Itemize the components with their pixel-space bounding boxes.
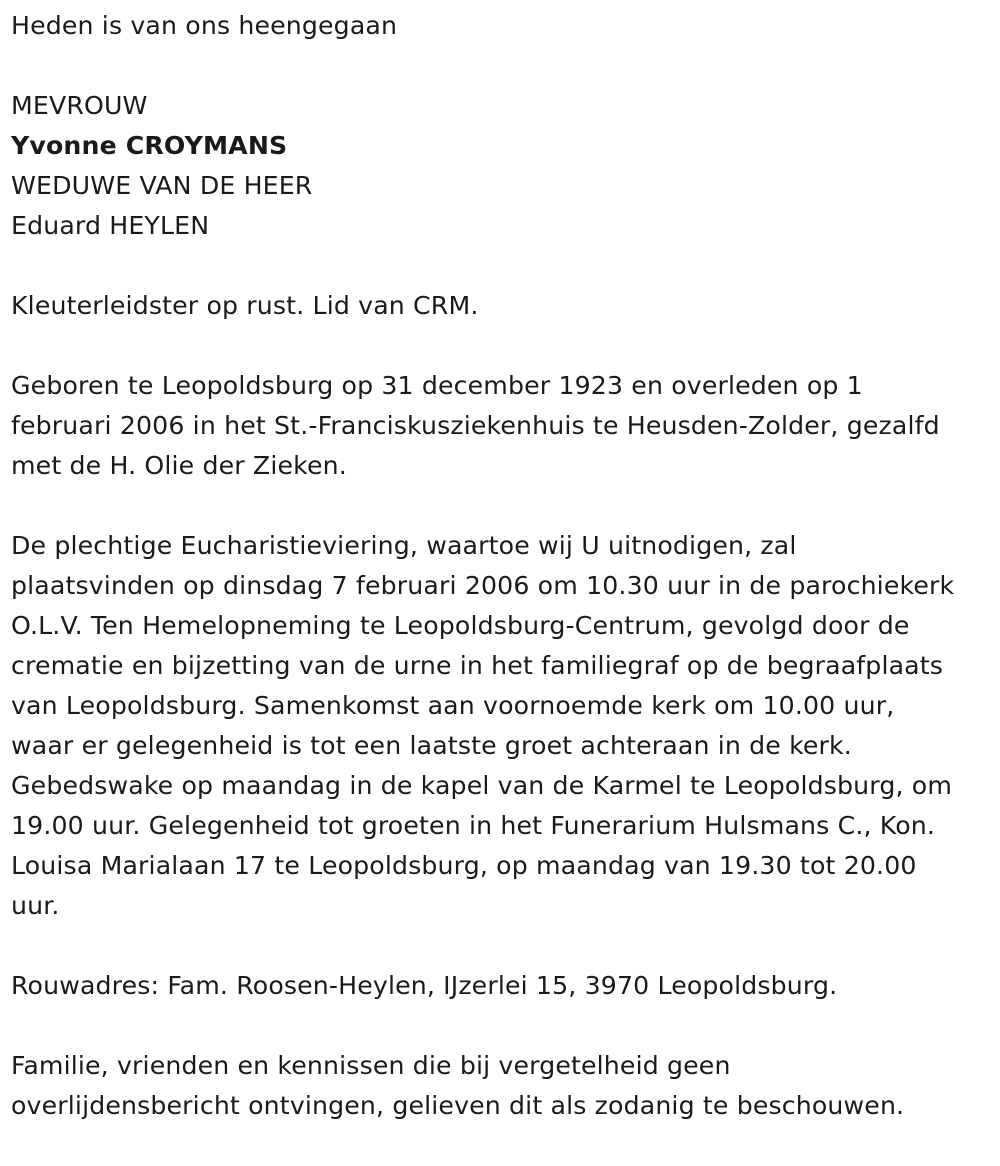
obituary-notice bbox=[11, 6, 996, 1126]
name-block bbox=[11, 86, 996, 246]
ceremony-line: van Leopoldsburg. Samenkomst aan voornoemde kerk om 10.00 uur, bbox=[11, 691, 895, 720]
closing-paragraph bbox=[11, 1046, 996, 1126]
ceremony-line: plaatsvinden op dinsdag 7 februari 2006 om 10.30 uur in de parochiekerk bbox=[11, 571, 955, 600]
mourning-address: Rouwadres: Fam. Roosen-Heylen, IJzerlei 15, 3970 Leopoldsburg. bbox=[11, 971, 838, 1000]
ceremony-line: crematie en bijzetting van de urne in het familiegraf op de begraafplaats bbox=[11, 651, 944, 680]
occupation-paragraph bbox=[11, 286, 996, 326]
ceremony-line: De plechtige Eucharistieviering, waartoe wij U uitnodigen, zal bbox=[11, 531, 797, 560]
ceremony-line: waar er gelegenheid is tot een laatste groet achteraan in de kerk. bbox=[11, 731, 852, 760]
ceremony-line: O.L.V. Ten Hemelopneming te Leopoldsburg-Centrum, gevolgd door de bbox=[11, 611, 910, 640]
closing-line: overlijdensbericht ontvingen, gelieven dit als zodanig te beschouwen. bbox=[11, 1091, 905, 1120]
relation-line: WEDUWE VAN DE HEER bbox=[11, 171, 313, 200]
ceremony-line: 19.00 uur. Gelegenheid tot groeten in het Funerarium Hulsmans C., Kon. bbox=[11, 811, 936, 840]
spouse-name: Eduard HEYLEN bbox=[11, 211, 210, 240]
ceremony-line: Gebedswake op maandag in de kapel van de Karmel te Leopoldsburg, om bbox=[11, 771, 953, 800]
ceremony-paragraph bbox=[11, 526, 996, 926]
closing-line: Familie, vrienden en kennissen die bij vergetelheid geen bbox=[11, 1051, 731, 1080]
honorific: MEVROUW bbox=[11, 91, 148, 120]
intro-line: Heden is van ons heengegaan bbox=[11, 11, 398, 40]
birth-death-paragraph bbox=[11, 366, 996, 486]
birth-death-line: Geboren te Leopoldsburg op 31 december 1923 en overleden op 1 bbox=[11, 371, 863, 400]
ceremony-line: Louisa Marialaan 17 te Leopoldsburg, op maandag van 19.30 tot 20.00 bbox=[11, 851, 917, 880]
birth-death-line: met de H. Olie der Zieken. bbox=[11, 451, 347, 480]
address-paragraph bbox=[11, 966, 996, 1006]
ceremony-line: uur. bbox=[11, 891, 60, 920]
occupation-line: Kleuterleidster op rust. Lid van CRM. bbox=[11, 291, 479, 320]
birth-death-line: februari 2006 in het St.-Franciskusziekenhuis te Heusden-Zolder, gezalfd bbox=[11, 411, 940, 440]
deceased-name: Yvonne CROYMANS bbox=[11, 131, 288, 160]
